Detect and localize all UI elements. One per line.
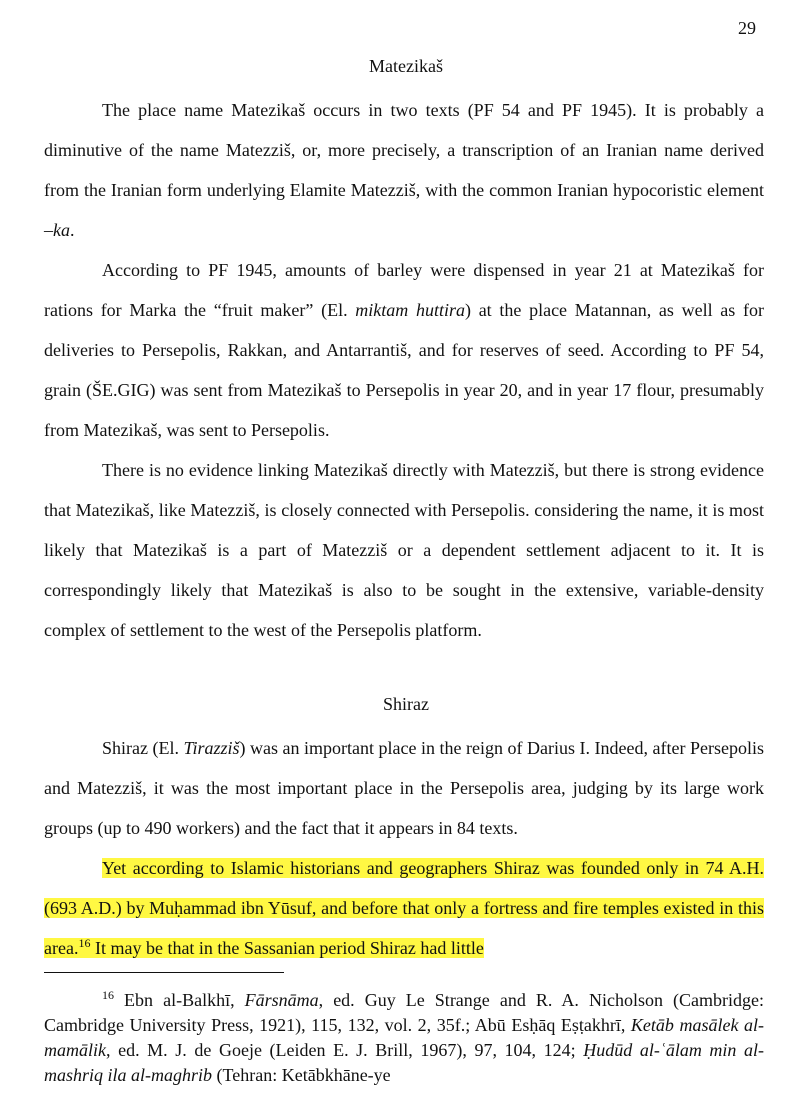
- paragraph-shiraz-1: Shiraz (El. Tirazziš) was an important place in the reign of Darius I. Indeed, after Persepolis and Matezziš, it was the most important place in the Persepolis area, judging by its large work groups (up to 490 workers) and the fact that it appears in 84 texts.: [44, 738, 764, 838]
- footnote-divider: [44, 972, 284, 973]
- page-number: 29: [738, 18, 756, 38]
- paragraph-matezikas-2: According to PF 1945, amounts of barley were dispensed in year 21 at Matezikaš for rations for Marka the “fruit maker” (El. miktam huttira) at the place Matannan, as well as for deliveries to Persepolis, Rakkan, and Antarrantiš, and for reserves of seed. According to PF 54, grain (ŠE.GIG) was sent from Matezikaš to Persepolis in year 20, and in year 17 flour, presumably from Matezikaš, was sent to Persepolis.: [44, 260, 764, 440]
- footnote-number: 16: [102, 988, 114, 1002]
- paragraph-matezikas-1: The place name Matezikaš occurs in two texts (PF 54 and PF 1945). It is probably a diminutive of the name Matezziš, or, more precisely, a transcription of an Iranian name derived from the Iranian form underlying Elamite Matezziš, with the common Iranian hypocoristic element –ka.: [44, 100, 764, 240]
- highlighted-passage: Yet according to Islamic historians and geographers Shiraz was founded only in 74 A.H. (693 A.D.) by Muḥammad ibn Yūsuf, and before that only a fortress and fire temples existed in this area.$^{16}$ It may be that in the Sassanian period Shiraz had little: [44, 858, 764, 958]
- footnote-reference[interactable]: 16: [78, 936, 91, 950]
- section-heading-shiraz: Shiraz: [383, 694, 429, 714]
- paragraph-shiraz-2: [44, 848, 764, 968]
- section-heading-matezikas: Matezikaš: [369, 56, 443, 76]
- footnote-16: $^{16}$ Ebn al-Balkhī, Fārsnāma, ed. Guy Le Strange and R. A. Nicholson (Cambridge: Cambridge University Press, 1921), 115, 132, vol. 2, 35f.; Abū Esḥāq Eṣṭakhrī, Ketāb masālek al-mamālik, ed. M. J. de Goeje (Leiden E. J. Brill, 1967), 97, 104, 124; Ḥudūd al-ʿālam min al-mashriq ila al-maghrib (Tehran: Ketābkhāne-ye: [44, 988, 765, 1085]
- paragraph-matezikas-3: There is no evidence linking Matezikaš directly with Matezziš, but there is strong evidence that Matezikaš, like Matezziš, is closely connected with Persepolis. considering the name, it is most likely that Matezikaš is a part of Matezziš or a dependent settlement adjacent to it. It is correspondingly likely that Matezikaš is also to be sought in the extensive, variable-density complex of settlement to the west of the Persepolis platform.: [44, 460, 764, 640]
